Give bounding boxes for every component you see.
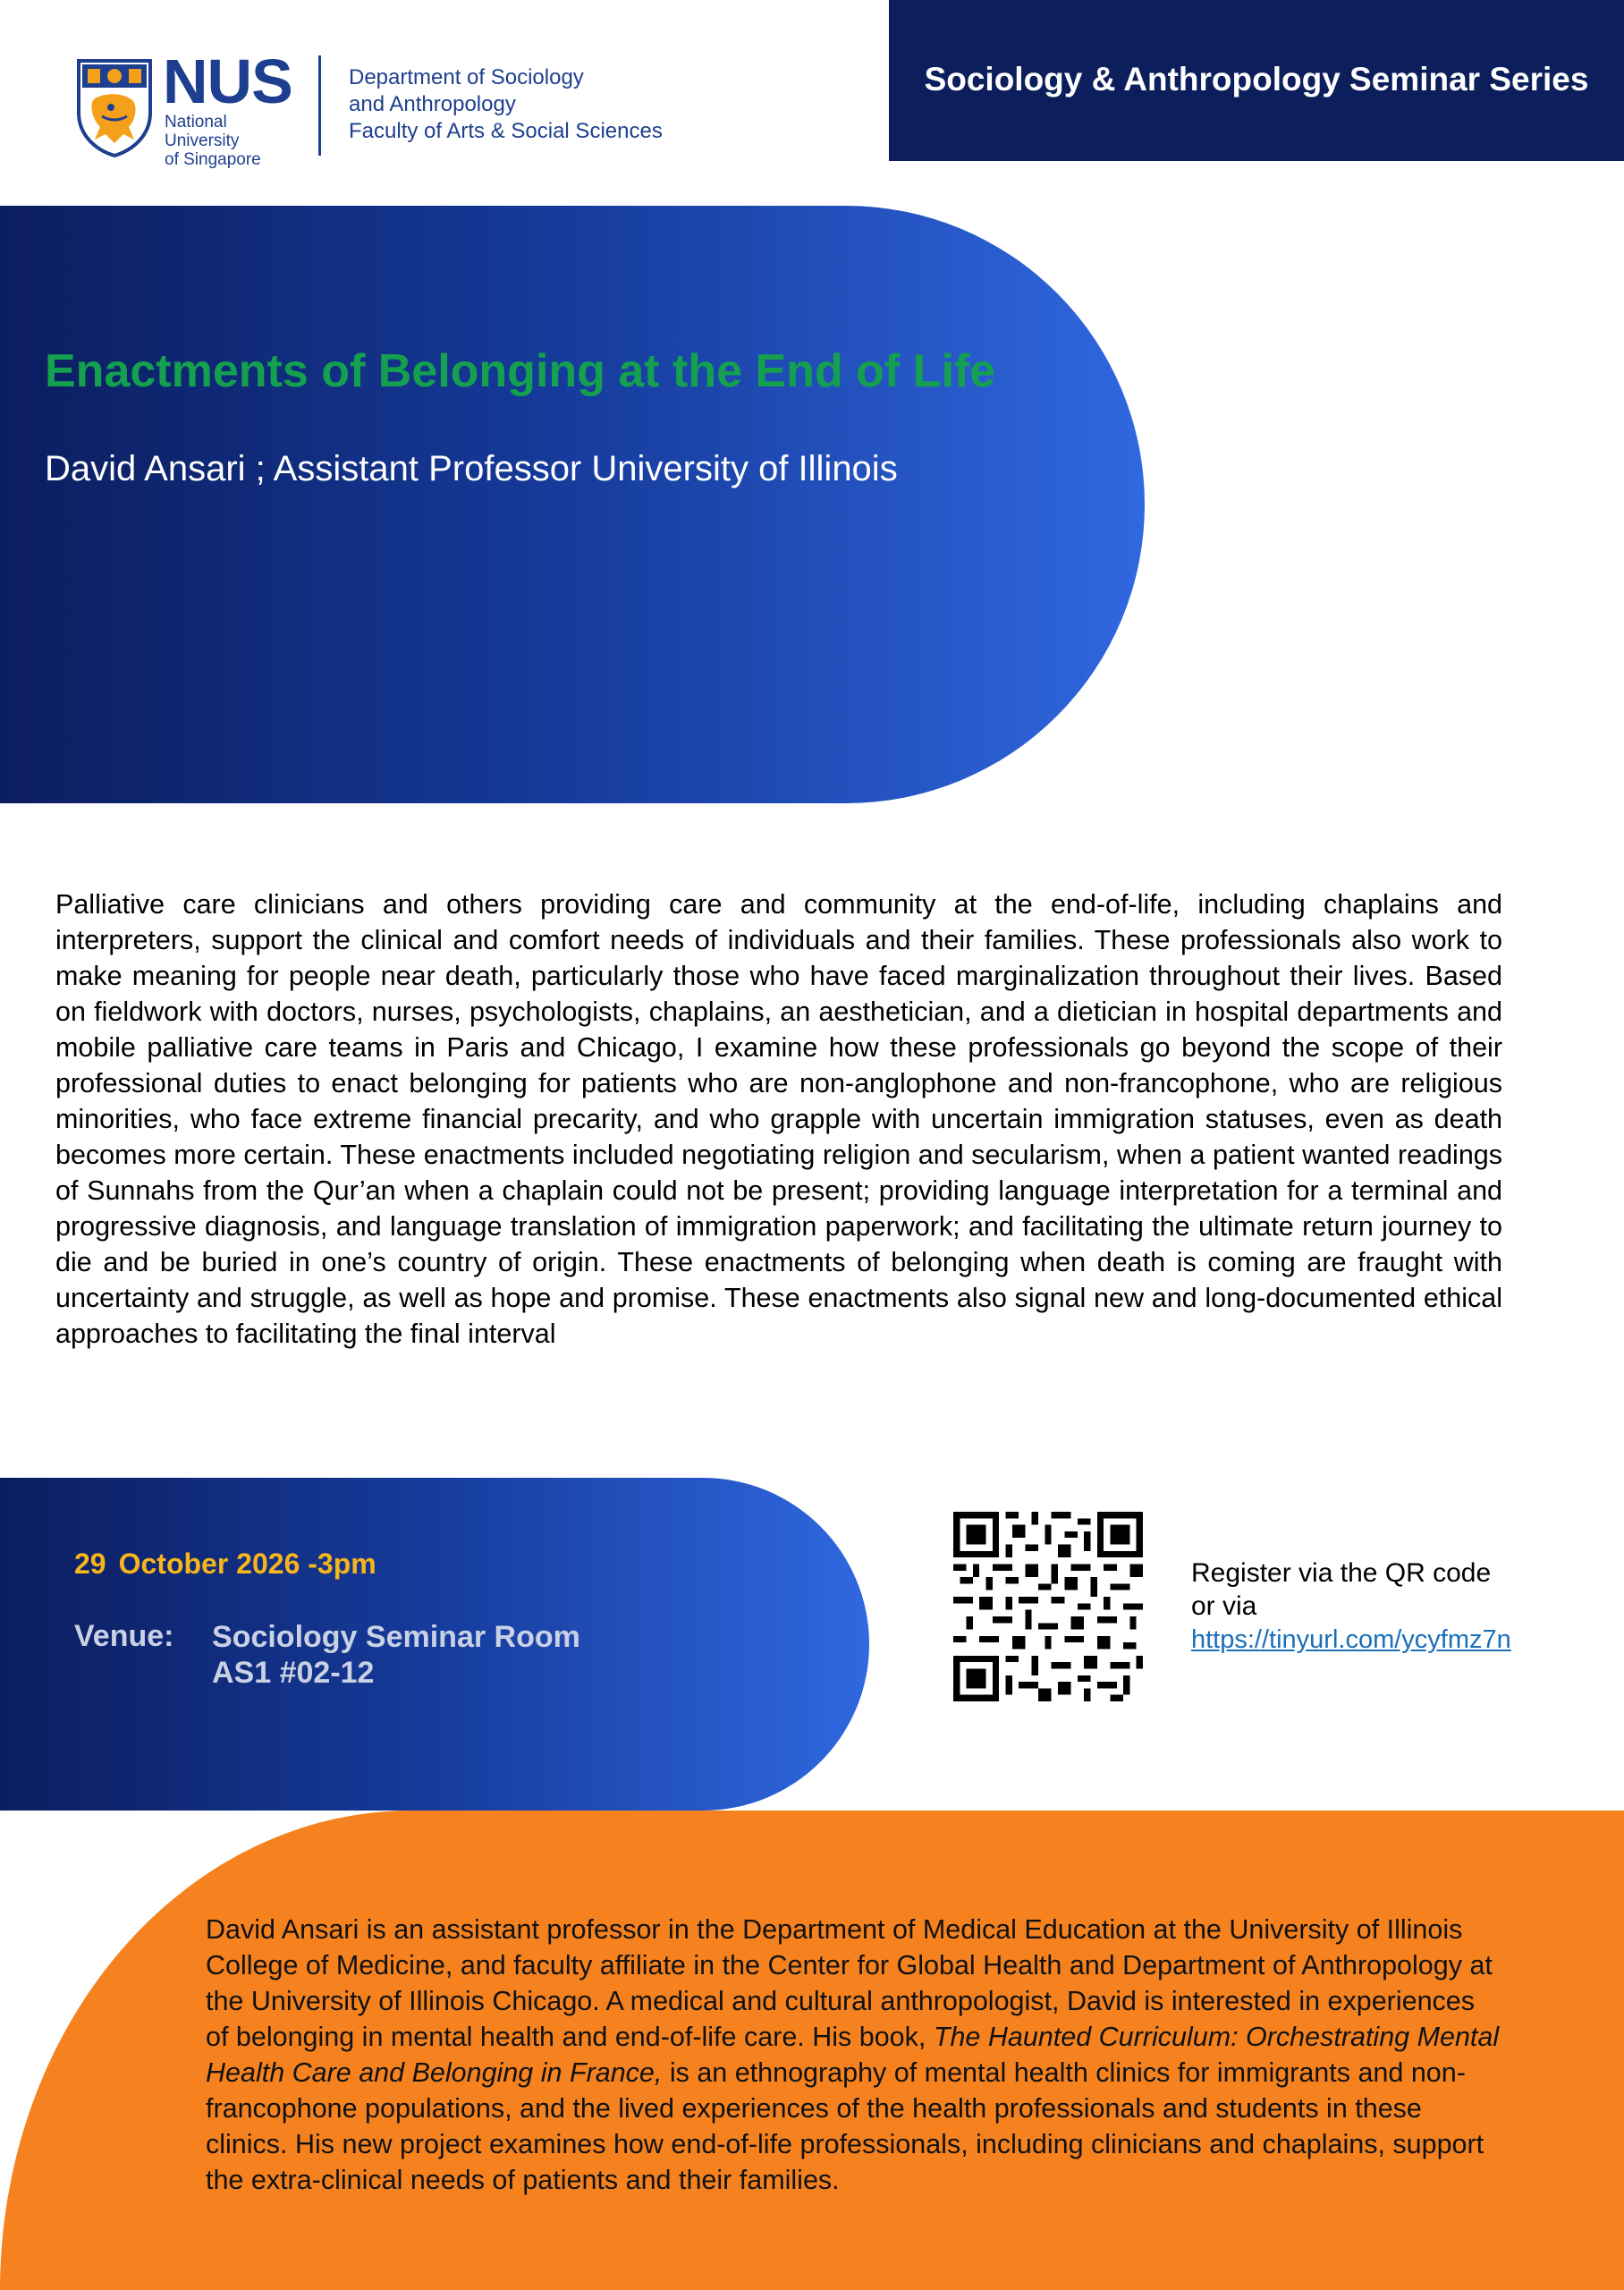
bio-text: David Ansari is an assistant professor in the Department of Medical Education at the University of Illinois College of Medicine, and faculty affiliate in the Center for Global Health and Department of Anthropology at the University of Illinois Chicago. A medical and cultural anthropologist, David is interested in experiences of belonging in mental health and end-of-life care. His book,: [206, 1914, 1493, 2052]
speaker-bio: [206, 1912, 1502, 2198]
seminar-title: Enactments of Belonging at the End of Life: [45, 345, 996, 397]
nus-crest-icon: [75, 57, 154, 157]
department-line: and Anthropology: [349, 92, 516, 116]
series-banner: [889, 0, 1624, 161]
bio-text: is an ethnography of mental health clinics for immigrants and non-francophone populations, and the lived experiences of the health professionals and students in these clinics. His new project examines how end-of-life professionals, including clinicians and chaplains, support the extra-clinical needs of patients and their families.: [206, 2057, 1484, 2195]
qr-code-icon[interactable]: [953, 1512, 1143, 1701]
hero-banner: [0, 206, 1145, 803]
series-title: Sociology & Anthropology Seminar Series: [924, 61, 1589, 98]
nus-wordmark: NUS: [163, 47, 292, 116]
speaker-line: David Ansari ; Assistant Professor University of Illinois: [45, 449, 898, 488]
event-date: [74, 1548, 376, 1581]
venue-room: Sociology Seminar Room: [212, 1620, 580, 1654]
logo-divider: [318, 55, 321, 156]
register-line: or via: [1191, 1591, 1257, 1621]
nus-logo: [75, 47, 665, 169]
venue-label: Venue:: [74, 1619, 174, 1653]
registration-info: [1191, 1556, 1585, 1657]
event-day: 29: [74, 1548, 106, 1580]
book-title: The Haunted Curriculum: Orchestrating Mental Health Care and Belonging in France,: [206, 2022, 1500, 2088]
event-month-time: October 2026 -3pm: [118, 1548, 376, 1580]
department-line: Department of Sociology: [349, 65, 584, 89]
nus-subtitle: [165, 113, 299, 169]
venue-details: [212, 1619, 580, 1691]
venue-location: AS1 #02-12: [212, 1656, 375, 1690]
registration-link[interactable]: https://tinyurl.com/ycyfmz7n: [1191, 1625, 1511, 1654]
nus-subtitle-line: National University: [165, 113, 240, 150]
register-line: Register via the QR code: [1191, 1558, 1492, 1588]
nus-subtitle-line: of Singapore: [165, 150, 261, 169]
abstract-text: Palliative care clinicians and others providing care and community at the end-of-life, including chaplains and interpreters, support the clinical and comfort needs of individuals and their families. These professionals also work to make meaning for people near death, particularly those who have faced marginalization throughout their lives. Based on fieldwork with doctors, nurses, psychologists, chaplains, an aesthetician, and a dietician in hospital departments and mobile palliative care teams in Paris and Chicago, I examine how these professionals go beyond the scope of their professional duties to enact belonging for patients who are non-anglophone and non-francophone, who are religious minorities, who face extreme financial precarity, and who grapple with uncertain immigration statuses, even as death becomes more certain. These enactments included negotiating religion and secularism, when a patient wanted readings of Sunnahs from the Qur’an when a chaplain could not be present; providing language interpretation for a terminal and progressive diagnosis, and language translation of immigration paperwork; and facilitating the ultimate return journey to die and be buried in one’s country of origin. These enactments of belonging when death is coming are fraught with uncertainty and struggle, as well as hope and promise. These enactments also signal new and long-documented ethical approaches to facilitating the final interval: [55, 889, 1502, 1349]
department-line: Faculty of Arts & Social Sciences: [349, 119, 663, 143]
department-name: [349, 64, 671, 145]
